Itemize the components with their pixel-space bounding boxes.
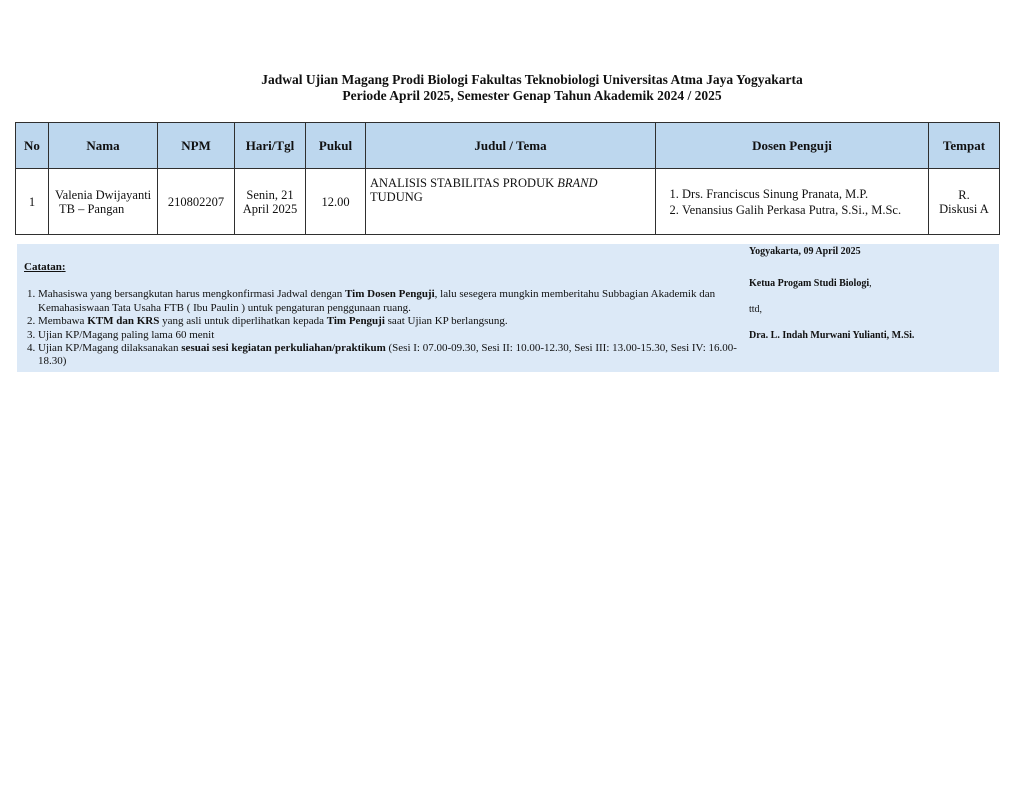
cell-pukul: 12.00 xyxy=(306,169,366,235)
cell-tempat xyxy=(929,169,1000,235)
judul-rest: TUDUNG xyxy=(370,190,423,204)
title-line-2: Periode April 2025, Semester Genap Tahun Akademik 2024 / 2025 xyxy=(342,88,722,103)
note-bold: KTM dan KRS xyxy=(87,315,160,328)
signature-position: Ketua Progam Studi Biologi, xyxy=(749,278,872,289)
room-line-2: Diskusi A xyxy=(939,201,989,216)
notes-heading-text: Catatan xyxy=(24,261,62,273)
note-item: 3. Ujian KP/Magang paling lama 60 menit xyxy=(38,329,744,342)
cell-hari-tgl xyxy=(235,169,306,235)
col-header-hari-tgl: Hari/Tgl xyxy=(235,123,306,169)
cell-nama xyxy=(49,169,158,235)
notes-section xyxy=(24,244,744,369)
note-item xyxy=(38,288,744,315)
signature-block xyxy=(749,244,994,342)
document-title xyxy=(0,72,1024,104)
signature-ttd: ttd, xyxy=(749,304,763,315)
col-header-nama: Nama xyxy=(49,123,158,169)
col-header-judul: Judul / Tema xyxy=(366,123,656,169)
schedule-table xyxy=(15,122,1000,235)
note-bold: Tim Dosen Penguji xyxy=(345,288,435,301)
examiner-item: 1. Drs. Franciscus Sinung Pranata, M.P. xyxy=(682,186,924,202)
notes-list xyxy=(24,288,744,368)
signature-position-text: Ketua Progam Studi Biologi xyxy=(749,278,870,289)
note-text: Mahasiswa yang bersangkutan harus mengkonfirmasi Jadwal dengan xyxy=(38,288,346,301)
col-header-tempat: Tempat xyxy=(929,123,1000,169)
examiner-list xyxy=(660,186,924,218)
note-text: , lalu sesegera mungkin memberitahu Subbagian Akademik dan Kemahasiswaan Tata Usaha FTB ( Ibu Paulin ) untuk pengaturan penggunaan ruang. xyxy=(38,288,716,314)
note-bold: Tim Penguji xyxy=(326,315,385,328)
cell-npm: 210802207 xyxy=(158,169,235,235)
notes-heading: Catatan: xyxy=(24,261,66,273)
examiner-item: 2. Venansius Galih Perkasa Putra, S.Si., M.Sc. xyxy=(682,202,924,218)
note-item xyxy=(38,342,744,369)
note-text: (Sesi I: 07.00-09.30, Sesi II: 10.00-12.30, Sesi III: 13.00-15.30, Sesi IV: 16.00-18.30) xyxy=(38,342,737,368)
cell-no: 1 xyxy=(16,169,49,235)
table-row xyxy=(16,169,1000,235)
col-header-pukul: Pukul xyxy=(306,123,366,169)
note-bold: sesuai sesi kegiatan perkuliahan/praktikum xyxy=(181,342,386,355)
note-item xyxy=(38,315,744,328)
judul-text: ANALISIS STABILITAS PRODUK xyxy=(370,176,558,190)
col-header-no: No xyxy=(16,123,49,169)
signature-place-date: Yogyakarta, 09 April 2025 xyxy=(749,246,861,257)
col-header-dosen: Dosen Penguji xyxy=(656,123,929,169)
notes-panel xyxy=(17,244,999,372)
signature-name: Dra. L. Indah Murwani Yulianti, M.Si. xyxy=(749,330,915,341)
student-name: Valenia Dwijayanti xyxy=(55,187,152,202)
note-text: saat Ujian KP berlangsung. xyxy=(384,315,508,328)
cell-judul xyxy=(366,169,656,235)
judul-italic: BRAND xyxy=(557,176,598,190)
exam-date: April 2025 xyxy=(242,201,298,216)
table-header-row xyxy=(16,123,1000,169)
title-line-1: Jadwal Ujian Magang Prodi Biologi Fakultas Teknobiologi Universitas Atma Jaya Yogyakarta xyxy=(261,72,803,87)
col-header-npm: NPM xyxy=(158,123,235,169)
exam-day: Senin, 21 xyxy=(246,187,294,202)
note-text: Membawa xyxy=(38,315,88,328)
note-text: yang asli untuk diperlihatkan kepada xyxy=(159,315,327,328)
student-program: TB – Pangan xyxy=(59,201,125,216)
room-line-1: R. xyxy=(958,187,970,202)
cell-dosen xyxy=(656,169,929,235)
note-text: Ujian KP/Magang dilaksanakan xyxy=(38,342,182,355)
